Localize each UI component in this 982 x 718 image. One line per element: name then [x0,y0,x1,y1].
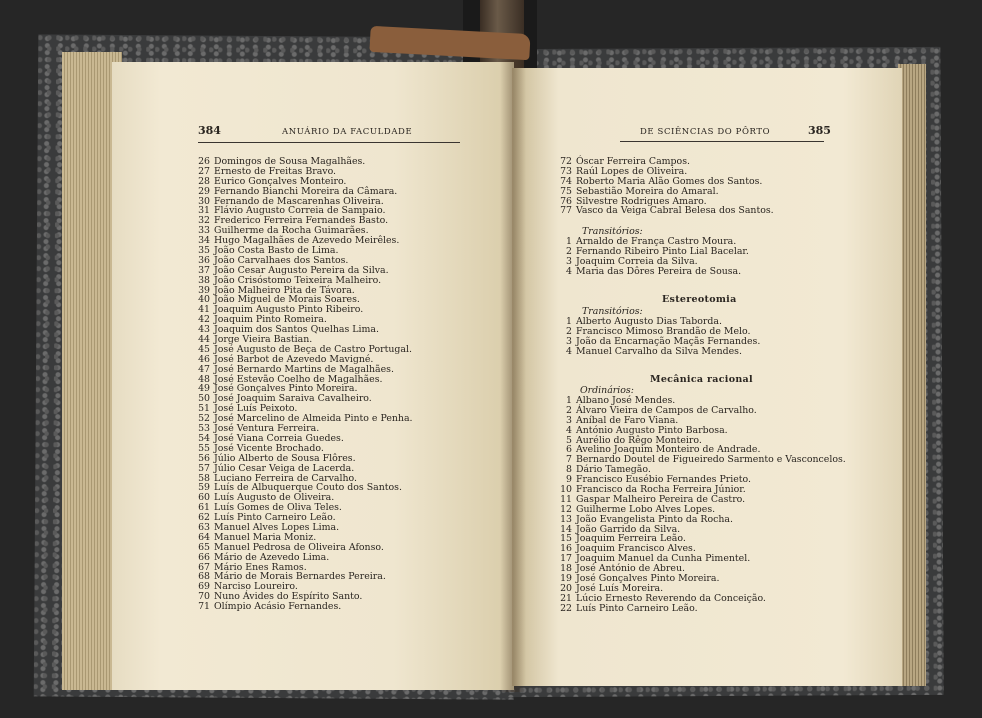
entry-number: 20 [560,582,572,594]
entry-number: 74 [560,175,572,187]
entry-number: 2 [566,404,572,416]
entry-number: 47 [198,363,210,375]
entry-name: Joaquim Francisco Alves. [576,543,696,555]
entry-name: Luciano Ferreira de Carvalho. [214,472,358,484]
transitorios-list [560,317,760,357]
entry-number: 29 [198,185,210,197]
entry-number: 73 [560,165,572,177]
entry-number: 17 [560,553,572,565]
header-rule [620,141,824,142]
entry-number: 5 [566,434,572,446]
entry-name: Maria das Dôres Pereira de Sousa. [576,265,742,277]
entry-number: 39 [198,284,210,296]
list-item [190,602,413,612]
entry-number: 37 [198,264,210,276]
entry-number: 19 [560,573,572,585]
entry-number: 21 [560,592,572,604]
entry-number: 40 [198,294,210,306]
entry-name: Manuel Pedrosa de Oliveira Afonso. [214,541,384,553]
entry-number: 49 [198,383,210,395]
entry-name: Nuno Ávides do Espírito Santo. [214,591,363,603]
entry-number: 4 [566,424,572,436]
page-edges-right [898,64,926,686]
entry-number: 58 [198,472,210,484]
entry-name: Ernesto de Freitas Bravo. [214,165,337,177]
entry-number: 55 [198,442,210,454]
entry-name: Hugo Magalhães de Azevedo Meirêles. [214,235,400,247]
transitorios-list [560,237,749,277]
entry-name: Francisco Eusébio Fernandes Prieto. [576,474,752,486]
entry-number: 72 [560,156,572,167]
entry-number: 12 [560,503,572,515]
student-list [190,157,413,612]
entry-number: 31 [198,205,210,217]
entry-name: António Augusto Pinto Barbosa. [576,424,728,436]
entry-number: 22 [560,602,572,614]
entry-name: Joaquim Manuel da Cunha Pimentel. [576,553,751,565]
entry-name: Mário Enes Ramos. [214,561,307,573]
entry-name: Manuel Carvalho da Silva Mendes. [576,345,742,357]
entry-name: Albano José Mendes. [576,395,676,406]
entry-number: 8 [566,464,572,476]
entry-name: Luís Augusto de Oliveira. [214,492,335,504]
entry-number: 77 [560,205,572,217]
entry-number: 76 [560,195,572,207]
entry-name: João Cesar Augusto Pereira da Silva. [214,264,389,276]
entry-name: José Viana Correia Guedes. [214,432,344,444]
running-header: DE SCIÊNCIAS DO PÔRTO [640,127,771,137]
transitorios-label: Transitórios: [582,226,643,237]
entry-number: 13 [560,513,572,525]
right-page [512,68,902,686]
entry-name: Roberto Maria Alão Gomes dos Santos. [576,175,763,187]
entry-name: Mário de Morais Bernardes Pereira. [214,571,386,583]
entry-name: João Carvalhaes dos Santos. [214,254,349,266]
entry-name: Francisco Mimoso Brandão de Melo. [576,325,751,337]
entry-name: Bernardo Doutel de Figueiredo Sarmento e Vasconcelos. [576,454,846,466]
entry-number: 28 [198,175,210,187]
section-title-mecanica: Mecânica racional [650,374,753,385]
entry-name: Flávio Augusto Correia de Sampaio. [214,205,386,217]
ordinarios-list [552,396,846,614]
running-header: ANUÁRIO DA FACULDADE [282,127,413,137]
entry-name: Silvestre Rodrigues Amaro. [576,195,707,207]
entry-name: João Costa Basto de Lima. [214,245,339,257]
entry-name: Fernando de Mascarenhas Oliveira. [214,195,384,207]
entry-name: Guilherme da Rocha Guimarães. [214,225,369,237]
entry-number: 2 [566,245,572,257]
entry-number: 43 [198,324,210,336]
entry-number: 63 [198,521,210,533]
entry-name: João Crisóstomo Teixeira Malheiro. [214,274,382,286]
entry-number: 45 [198,343,210,355]
entry-number: 2 [566,325,572,337]
entry-name: Joaquim Ferreira Leão. [576,533,686,545]
entry-number: 54 [198,432,210,444]
entry-number: 67 [198,561,210,573]
entry-name: Jorge Vieira Bastian. [214,334,313,346]
entry-name: João Malheiro Pita de Távora. [214,284,355,296]
entry-name: José Augusto de Beça de Castro Portugal. [214,343,412,355]
entry-name: Joaquim dos Santos Quelhas Lima. [214,324,379,336]
entry-number: 16 [560,543,572,555]
entry-name: Raúl Lopes de Oliveira. [576,165,688,177]
entry-number: 30 [198,195,210,207]
entry-name: José Barbot de Azevedo Mavigné. [214,353,374,365]
entry-number: 4 [566,345,572,357]
entry-number: 35 [198,245,210,257]
entry-name: Luís Pinto Carneiro Leão. [576,602,698,614]
entry-number: 3 [566,255,572,267]
entry-number: 71 [198,601,210,613]
entry-number: 44 [198,334,210,346]
entry-number: 61 [198,502,210,514]
entry-number: 10 [560,484,572,496]
entry-number: 69 [198,581,210,593]
entry-number: 66 [198,551,210,563]
entry-number: 42 [198,314,210,326]
entry-number: 33 [198,225,210,237]
list-item [560,267,749,277]
entry-name: Júlio Cesar Veiga de Lacerda. [214,462,355,474]
entry-name: Sebastião Moreira do Amaral. [576,185,719,197]
entry-name: José Ventura Ferreira. [214,423,320,435]
page-number: 384 [198,124,221,137]
entry-name: Alberto Augusto Dias Taborda. [576,316,722,327]
entry-number: 11 [560,493,572,505]
entry-number: 36 [198,254,210,266]
entry-name: Eurico Gonçalves Monteiro. [214,175,347,187]
entry-number: 59 [198,482,210,494]
entry-name: Joaquim Correia da Silva. [576,255,698,267]
left-page [112,62,514,690]
entry-name: João da Encarnação Maçãs Fernandes. [576,335,761,347]
entry-name: Manuel Maria Moniz. [214,531,317,543]
entry-name: Mário de Azevedo Lima. [214,551,330,563]
entry-name: Avelino Joaquim Monteiro de Andrade. [576,444,761,456]
entry-name: José Joaquim Saraiva Cavalheiro. [214,393,372,405]
entry-number: 70 [198,591,210,603]
transitorios-label: Transitórios: [582,306,643,317]
entry-number: 64 [198,531,210,543]
entry-number: 52 [198,413,210,425]
entry-name: Lúcio Ernesto Reverendo da Conceição. [576,592,766,604]
list-item [560,347,760,357]
entry-number: 14 [560,523,572,535]
entry-name: José Gonçalves Pinto Moreira. [576,573,720,585]
entry-number: 34 [198,235,210,247]
entry-number: 18 [560,563,572,575]
gutter-shadow [500,60,526,692]
entry-name: Frederico Ferreira Fernandes Basto. [214,215,389,227]
entry-name: José Estevão Coelho de Magalhães. [214,373,383,385]
entry-number: 57 [198,462,210,474]
student-list-continued [552,157,774,216]
entry-name: Aurélio do Rêgo Monteiro. [576,434,702,446]
entry-name: Olímpio Acásio Fernandes. [214,601,342,613]
entry-number: 15 [560,533,572,545]
entry-number: 62 [198,512,210,524]
entry-name: Luís Pinto Carneiro Leão. [214,512,336,524]
entry-name: José Marcelino de Almeida Pinto e Penha. [214,413,413,425]
entry-number: 75 [560,185,572,197]
entry-number: 53 [198,423,210,435]
entry-name: Francisco da Rocha Ferreira Júnior. [576,484,746,496]
entry-number: 48 [198,373,210,385]
list-item [552,206,774,216]
entry-name: Dário Tamegão. [576,464,651,476]
entry-number: 9 [566,474,572,486]
entry-name: João Evangelista Pinto da Rocha. [576,513,733,525]
entry-name: Aníbal de Faro Viana. [576,414,679,426]
entry-number: 6 [566,444,572,456]
ordinarios-label: Ordinários: [580,385,634,396]
entry-name: Arnaldo de França Castro Moura. [576,236,737,247]
entry-name: Júlio Alberto de Sousa Flôres. [214,452,356,464]
entry-number: 4 [566,265,572,277]
entry-number: 38 [198,274,210,286]
entry-number: 46 [198,353,210,365]
header-rule [198,142,460,143]
entry-number: 56 [198,452,210,464]
entry-number: 41 [198,304,210,316]
entry-name: Gaspar Malheiro Pereira de Castro. [576,493,746,505]
entry-name: José Luís Moreira. [576,582,664,594]
entry-number: 50 [198,393,210,405]
entry-name: José Vicente Brochado. [214,442,324,454]
entry-name: Fernando Bianchi Moreira da Câmara. [214,185,398,197]
entry-name: João Garrido da Silva. [576,523,681,535]
entry-name: Luís de Albuquerque Couto dos Santos. [214,482,402,494]
entry-number: 1 [566,395,572,406]
entry-name: João Miguel de Morais Soares. [214,294,360,306]
section-title-estereotomia: Estereotomia [662,294,737,305]
entry-number: 1 [566,316,572,327]
entry-name: José Luís Peixoto. [214,403,298,415]
entry-number: 68 [198,571,210,583]
entry-name: Luís Gomes de Oliva Teles. [214,502,342,514]
entry-name: Joaquim Pinto Romeira. [214,314,327,326]
entry-number: 3 [566,335,572,347]
entry-number: 3 [566,414,572,426]
entry-number: 26 [198,156,210,167]
entry-name: Vasco da Veiga Cabral Belesa dos Santos. [576,205,774,217]
entry-name: Manuel Alves Lopes Lima. [214,521,340,533]
entry-name: Álvaro Vieira de Campos de Carvalho. [576,404,757,416]
entry-name: Óscar Ferreira Campos. [576,156,690,167]
entry-number: 1 [566,236,572,247]
entry-name: Joaquim Augusto Pinto Ribeiro. [214,304,364,316]
entry-name: Domingos de Sousa Magalhães. [214,156,366,167]
entry-name: Guilherme Lobo Alves Lopes. [576,503,716,515]
entry-number: 60 [198,492,210,504]
entry-name: José Bernardo Martins de Magalhães. [214,363,394,375]
entry-number: 51 [198,403,210,415]
page-number: 385 [808,124,831,137]
entry-number: 65 [198,541,210,553]
entry-number: 27 [198,165,210,177]
entry-name: José Gonçalves Pinto Moreira. [214,383,358,395]
entry-number: 7 [566,454,572,466]
entry-name: José António de Abreu. [576,563,685,575]
entry-name: Narciso Loureiro. [214,581,298,593]
entry-name: Fernando Ribeiro Pinto Lial Bacelar. [576,245,749,257]
list-item [552,604,846,614]
entry-number: 32 [198,215,210,227]
